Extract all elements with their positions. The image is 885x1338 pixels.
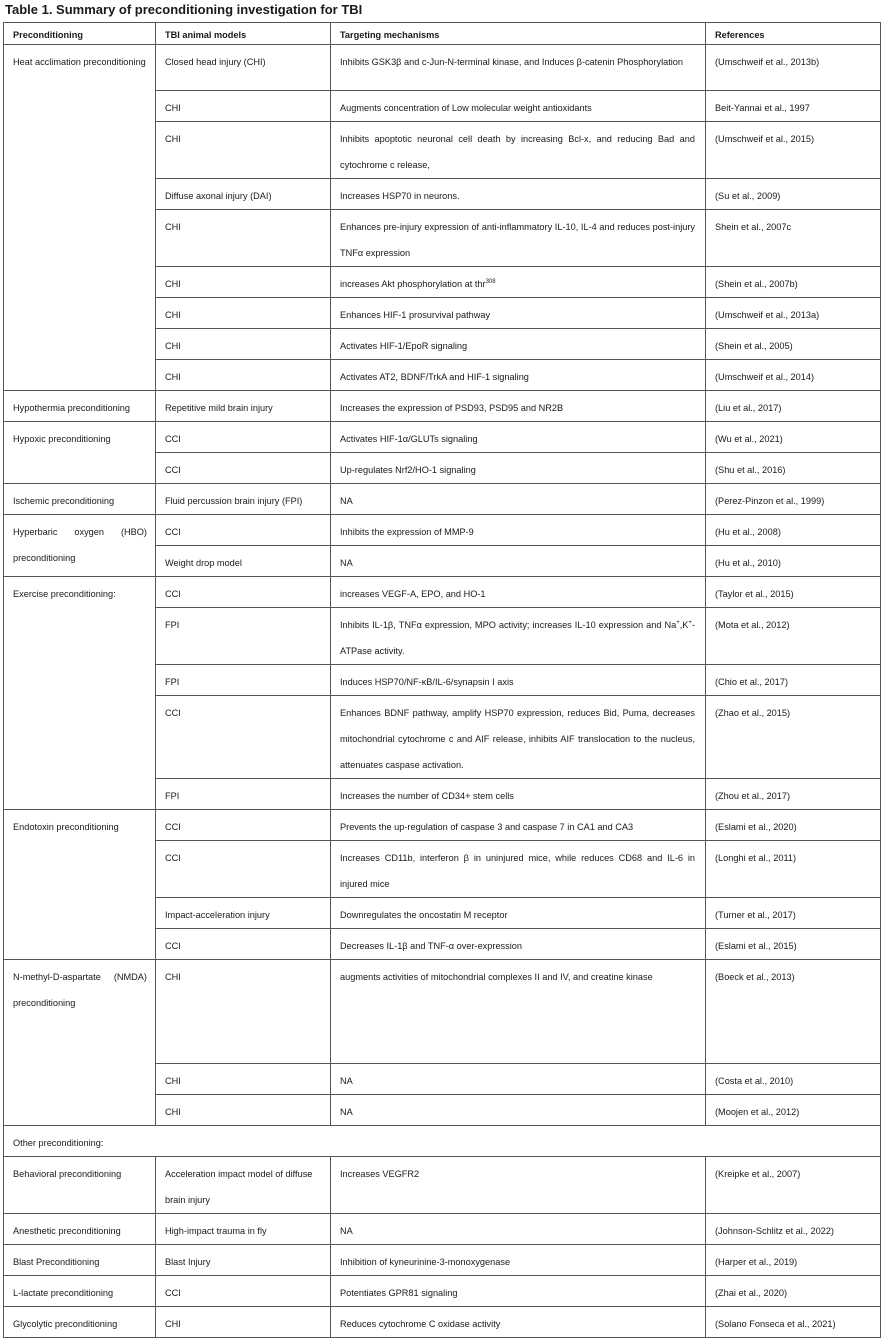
mechanism-cell: Increases HSP70 in neurons. — [331, 179, 706, 210]
model-cell: CCI — [156, 453, 331, 484]
model-cell: CCI — [156, 515, 331, 546]
model-cell: FPI — [156, 779, 331, 810]
reference-cell: (Longhi et al., 2011) — [706, 841, 881, 898]
model-cell: Closed head injury (CHI) — [156, 45, 331, 91]
table-row — [4, 515, 881, 546]
table-row — [4, 484, 881, 515]
summary-table — [3, 22, 881, 1338]
table-row — [4, 1214, 881, 1245]
reference-cell: (Johnson-Schlitz et al., 2022) — [706, 1214, 881, 1245]
model-cell: CHI — [156, 1307, 331, 1338]
mechanism-cell: Activates HIF-1/EpoR signaling — [331, 329, 706, 360]
reference-cell: (Costa et al., 2010) — [706, 1064, 881, 1095]
model-cell: Impact-acceleration injury — [156, 898, 331, 929]
reference-cell: (Shein et al., 2005) — [706, 329, 881, 360]
reference-cell: (Boeck et al., 2013) — [706, 960, 881, 1064]
reference-cell: (Chio et al., 2017) — [706, 665, 881, 696]
mechanism-cell: Activates HIF-1α/GLUTs signaling — [331, 422, 706, 453]
mechanism-cell — [331, 267, 706, 298]
model-cell: CCI — [156, 696, 331, 779]
table-row — [4, 1126, 881, 1157]
reference-cell: (Su et al., 2009) — [706, 179, 881, 210]
reference-cell: (Liu et al., 2017) — [706, 391, 881, 422]
model-cell: CHI — [156, 210, 331, 267]
reference-cell: Shein et al., 2007c — [706, 210, 881, 267]
table-row — [4, 45, 881, 91]
model-cell: FPI — [156, 665, 331, 696]
mechanism-cell: increases VEGF-A, EPO, and HO-1 — [331, 577, 706, 608]
mechanism-cell: Augments concentration of Low molecular weight antioxidants — [331, 91, 706, 122]
header-mechanisms: Targeting mechanisms — [331, 23, 706, 45]
reference-cell: (Eslami et al., 2020) — [706, 810, 881, 841]
mechanism-cell: Prevents the up-regulation of caspase 3 and caspase 7 in CA1 and CA3 — [331, 810, 706, 841]
mechanism-cell: Decreases IL-1β and TNF-α over-expression — [331, 929, 706, 960]
model-cell: CHI — [156, 1095, 331, 1126]
mechanism-cell: Increases the number of CD34+ stem cells — [331, 779, 706, 810]
mechanism-cell: Potentiates GPR81 signaling — [331, 1276, 706, 1307]
model-cell: Repetitive mild brain injury — [156, 391, 331, 422]
mechanism-cell: Increases CD11b, interferon β in uninjured mice, while reduces CD68 and IL-6 in injured mice — [331, 841, 706, 898]
model-cell: Fluid percussion brain injury (FPI) — [156, 484, 331, 515]
group-cell: Behavioral preconditioning — [4, 1157, 156, 1214]
header-row — [4, 23, 881, 45]
header-references: References — [706, 23, 881, 45]
table-row — [4, 960, 881, 1064]
mechanism-cell: NA — [331, 546, 706, 577]
reference-cell: (Shein et al., 2007b) — [706, 267, 881, 298]
model-cell: CCI — [156, 810, 331, 841]
group-cell: Exercise preconditioning: — [4, 577, 156, 810]
reference-cell: Beit-Yannai et al., 1997 — [706, 91, 881, 122]
mechanism-cell — [331, 608, 706, 665]
model-cell: CHI — [156, 1064, 331, 1095]
group-cell: L-lactate preconditioning — [4, 1276, 156, 1307]
table-row — [4, 1157, 881, 1214]
group-cell: Endotoxin preconditioning — [4, 810, 156, 960]
reference-cell: (Perez-Pinzon et al., 1999) — [706, 484, 881, 515]
mechanism-cell: Inhibition of kyneurinine-3-monoxygenase — [331, 1245, 706, 1276]
mechanism-text: Inhibits IL-1β, TNFα expression, MPO activity; increases IL-10 expression and Na — [340, 620, 677, 630]
mechanism-text: -ATPase activity. — [340, 620, 695, 656]
reference-cell: (Moojen et al., 2012) — [706, 1095, 881, 1126]
group-cell: Ischemic preconditioning — [4, 484, 156, 515]
model-cell: CHI — [156, 329, 331, 360]
mechanism-cell: augments activities of mitochondrial complexes II and IV, and creatine kinase — [331, 960, 706, 1064]
table-title: Table 1. Summary of preconditioning investigation for TBI — [5, 2, 363, 17]
model-cell: Acceleration impact model of diffuse brain injury — [156, 1157, 331, 1214]
mechanism-cell: Increases VEGFR2 — [331, 1157, 706, 1214]
group-cell: Hypothermia preconditioning — [4, 391, 156, 422]
reference-cell: (Mota et al., 2012) — [706, 608, 881, 665]
mechanism-text: ,K — [679, 620, 689, 630]
superscript: + — [688, 619, 692, 626]
model-cell: CCI — [156, 1276, 331, 1307]
reference-cell: (Harper et al., 2019) — [706, 1245, 881, 1276]
reference-cell: (Shu et al., 2016) — [706, 453, 881, 484]
group-cell: Hyperbaric oxygen (HBO) preconditioning — [4, 515, 156, 577]
group-cell: Hypoxic preconditioning — [4, 422, 156, 484]
reference-cell: (Eslami et al., 2015) — [706, 929, 881, 960]
reference-cell: (Umschweif et al., 2015) — [706, 122, 881, 179]
mechanism-cell: Inhibits GSK3β and c-Jun-N-terminal kinase, and Induces β-catenin Phosphorylation — [331, 45, 706, 91]
mechanism-text: increases Akt phosphorylation at thr — [340, 279, 486, 289]
model-cell: FPI — [156, 608, 331, 665]
reference-cell: (Hu et al., 2010) — [706, 546, 881, 577]
model-cell: Blast Injury — [156, 1245, 331, 1276]
group-cell: Anesthetic preconditioning — [4, 1214, 156, 1245]
reference-cell: (Turner et al., 2017) — [706, 898, 881, 929]
model-cell: CHI — [156, 267, 331, 298]
group-cell: Glycolytic preconditioning — [4, 1307, 156, 1338]
reference-cell: (Zhao et al., 2015) — [706, 696, 881, 779]
reference-cell: (Umschweif et al., 2014) — [706, 360, 881, 391]
model-cell: CHI — [156, 122, 331, 179]
table-row — [4, 577, 881, 608]
model-cell: CCI — [156, 577, 331, 608]
mechanism-cell: Reduces cytochrome C oxidase activity — [331, 1307, 706, 1338]
model-cell: Weight drop model — [156, 546, 331, 577]
table-row — [4, 1276, 881, 1307]
header-preconditioning: Preconditioning — [4, 23, 156, 45]
mechanism-cell: NA — [331, 484, 706, 515]
reference-cell: (Zhou et al., 2017) — [706, 779, 881, 810]
model-cell: CHI — [156, 91, 331, 122]
reference-cell: (Taylor et al., 2015) — [706, 577, 881, 608]
table-row — [4, 391, 881, 422]
reference-cell: (Zhai et al., 2020) — [706, 1276, 881, 1307]
mechanism-cell: NA — [331, 1095, 706, 1126]
model-cell: CHI — [156, 298, 331, 329]
model-cell: Diffuse axonal injury (DAI) — [156, 179, 331, 210]
reference-cell: (Wu et al., 2021) — [706, 422, 881, 453]
mechanism-cell: Enhances pre-injury expression of anti-inflammatory IL-10, IL-4 and reduces post-injury TNFα expression — [331, 210, 706, 267]
reference-cell: (Solano Fonseca et al., 2021) — [706, 1307, 881, 1338]
group-cell: N-methyl-D-aspartate (NMDA) preconditioning — [4, 960, 156, 1126]
reference-cell: (Umschweif et al., 2013a) — [706, 298, 881, 329]
reference-cell: (Kreipke et al., 2007) — [706, 1157, 881, 1214]
mechanism-cell: Inhibits the expression of MMP-9 — [331, 515, 706, 546]
superscript: + — [676, 619, 680, 626]
table-row — [4, 810, 881, 841]
mechanism-cell: Enhances HIF-1 prosurvival pathway — [331, 298, 706, 329]
table-row — [4, 1307, 881, 1338]
model-cell: CCI — [156, 422, 331, 453]
mechanism-cell: Enhances BDNF pathway, amplify HSP70 expression, reduces Bid, Puma, decreases mitochondrial cytochrome c and AIF release, inhibits AIF translocation to the nucleus, attenuates caspase activation. — [331, 696, 706, 779]
model-cell: CCI — [156, 841, 331, 898]
mechanism-cell: NA — [331, 1064, 706, 1095]
mechanism-cell: Activates AT2, BDNF/TrkA and HIF-1 signaling — [331, 360, 706, 391]
group-cell: Heat acclimation preconditioning — [4, 45, 156, 391]
reference-cell: (Umschweif et al., 2013b) — [706, 45, 881, 91]
mechanism-cell: Inhibits apoptotic neuronal cell death by increasing Bcl-x, and reducing Bad and cytochrome c release, — [331, 122, 706, 179]
model-cell: CHI — [156, 360, 331, 391]
superscript: 308 — [485, 278, 496, 285]
table-row — [4, 1245, 881, 1276]
header-tbi-models: TBI animal models — [156, 23, 331, 45]
model-cell: CCI — [156, 929, 331, 960]
reference-cell: (Hu et al., 2008) — [706, 515, 881, 546]
model-cell: High-impact trauma in fly — [156, 1214, 331, 1245]
mechanism-cell: Downregulates the oncostatin M receptor — [331, 898, 706, 929]
mechanism-cell: Up-regulates Nrf2/HO-1 signaling — [331, 453, 706, 484]
mechanism-cell: NA — [331, 1214, 706, 1245]
table-row — [4, 422, 881, 453]
group-cell: Blast Preconditioning — [4, 1245, 156, 1276]
model-cell: CHI — [156, 960, 331, 1064]
mechanism-cell: Increases the expression of PSD93, PSD95 and NR2B — [331, 391, 706, 422]
mechanism-cell: Induces HSP70/NF-κB/IL-6/synapsin I axis — [331, 665, 706, 696]
group-cell: Other preconditioning: — [4, 1126, 881, 1157]
